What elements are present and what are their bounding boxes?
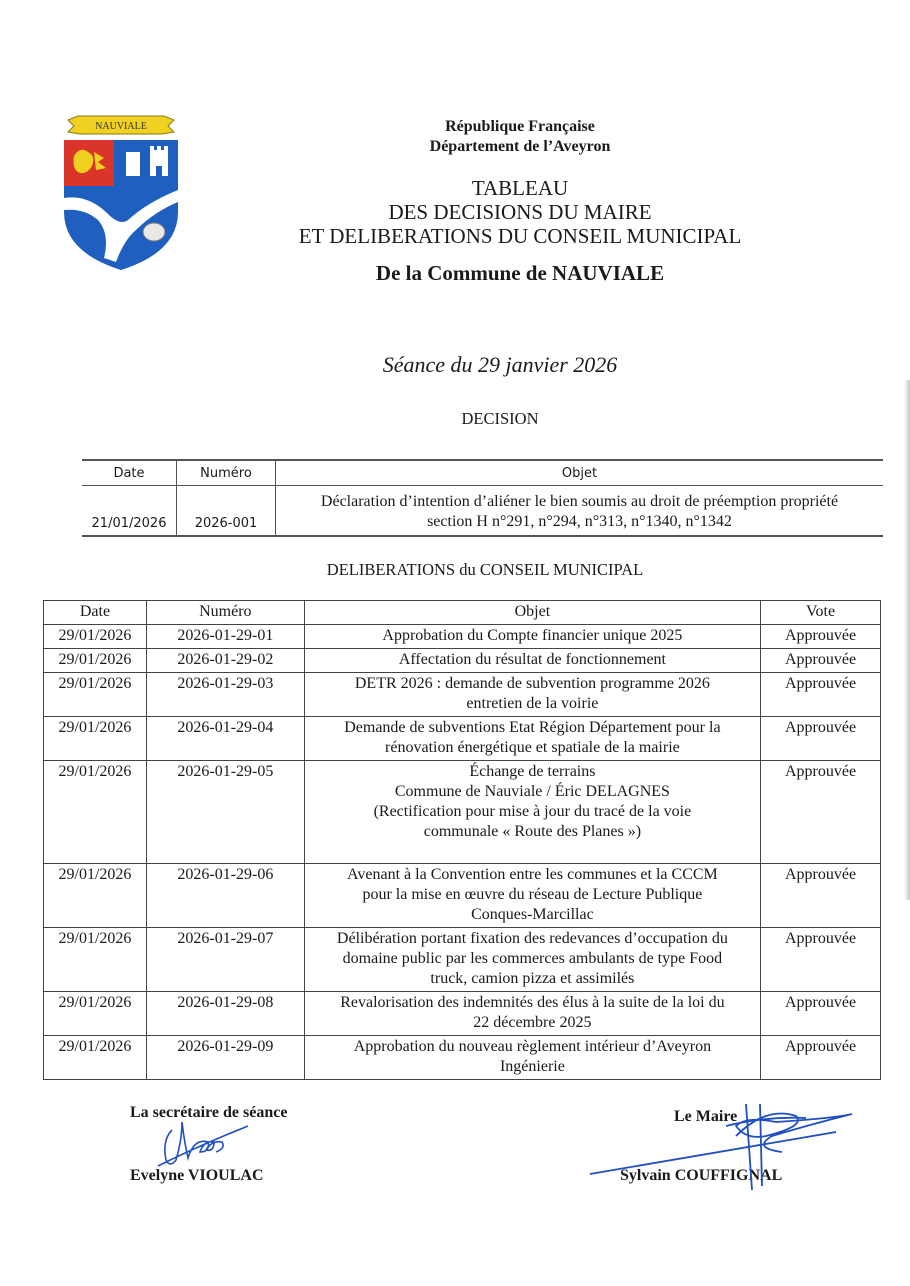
- objet-line: section H n°291, n°294, n°313, n°1340, n°1342: [427, 513, 732, 530]
- objet-line: truck, camion pizza et assimilés: [430, 970, 635, 987]
- row-vote-status: Approuvée: [761, 625, 881, 649]
- row-objet: [304, 717, 760, 761]
- mayor-label: Le Maire: [674, 1108, 738, 1125]
- table-header-row: [44, 601, 881, 625]
- table-row: [44, 992, 881, 1036]
- objet-line: Approbation du Compte financier unique 2025: [382, 627, 683, 644]
- objet-line: pour la mise en œuvre du réseau de Lecture Publique: [362, 886, 703, 903]
- row-date: 29/01/2026: [44, 864, 147, 928]
- header-authority: [240, 117, 800, 157]
- objet-line: domaine public par les commerces ambulants de type Food: [342, 950, 723, 967]
- deliberations-table: [43, 600, 881, 1080]
- row-date: 29/01/2026: [44, 992, 147, 1036]
- secretary-label: La secrétaire de séance: [130, 1104, 288, 1121]
- row-date: 29/01/2026: [44, 717, 147, 761]
- row-numero: 2026-01-29-04: [146, 717, 304, 761]
- row-numero: 2026-01-29-06: [146, 864, 304, 928]
- objet-line: Commune de Nauviale / Éric DELAGNES: [394, 783, 670, 800]
- objet-line: rénovation énergétique et spatiale de la mairie: [385, 739, 680, 756]
- row-date: 29/01/2026: [44, 625, 147, 649]
- table-row: [82, 486, 883, 537]
- table-row: [44, 761, 881, 864]
- scan-edge-shadow: [904, 380, 910, 900]
- column-header-date: Date: [82, 460, 177, 486]
- row-objet: [304, 864, 760, 928]
- table-row: [44, 673, 881, 717]
- objet-line: DETR 2026 : demande de subvention programme 2026: [354, 675, 710, 692]
- table-row: [44, 717, 881, 761]
- row-numero: 2026-01-29-05: [146, 761, 304, 864]
- republic-label: République Française: [445, 118, 595, 135]
- objet-line: communale « Route des Planes »): [423, 823, 642, 840]
- objet-line: Avenant à la Convention entre les communes et la CCCM: [347, 866, 718, 883]
- decision-table: [82, 459, 883, 537]
- objet-line: Approbation du nouveau règlement intérieur d’Aveyron: [353, 1038, 712, 1055]
- objet-line: Affectation du résultat de fonctionnement: [398, 651, 666, 668]
- objet-line: Échange de terrains: [469, 763, 596, 780]
- secretary-signature-icon: [150, 1108, 260, 1178]
- table-row: [44, 864, 881, 928]
- logo-banner-text: NAUVIALE: [95, 121, 147, 132]
- objet-line: 22 décembre 2025: [473, 1014, 592, 1031]
- secretary-name: Evelyne VIOULAC: [130, 1167, 264, 1184]
- objet-line: Délibération portant fixation des redevances d’occupation du: [336, 930, 728, 947]
- deliberations-body: [44, 625, 881, 1080]
- table-row: [44, 1036, 881, 1080]
- row-date: 29/01/2026: [44, 649, 147, 673]
- row-vote-status: Approuvée: [761, 1036, 881, 1080]
- objet-line: Ingénierie: [499, 1058, 565, 1075]
- row-numero: 2026-01-29-01: [146, 625, 304, 649]
- objet-line: Déclaration d’intention d’aliéner le bien soumis au droit de préemption propriété: [320, 493, 839, 510]
- row-objet: [304, 928, 760, 992]
- column-header-numero: Numéro: [177, 460, 276, 486]
- table-header-row: [82, 460, 883, 486]
- commune-title: De la Commune de NAUVIALE: [375, 261, 665, 285]
- row-objet: [304, 649, 760, 673]
- row-numero: 2026-01-29-02: [146, 649, 304, 673]
- row-date: 29/01/2026: [44, 673, 147, 717]
- row-numero: 2026-01-29-07: [146, 928, 304, 992]
- row-vote-status: Approuvée: [761, 673, 881, 717]
- title-line: DES DECISIONS DU MAIRE: [388, 200, 652, 224]
- decision-section-title: DECISION: [461, 409, 539, 428]
- row-date: 29/01/2026: [44, 1036, 147, 1080]
- column-header-objet: Objet: [304, 601, 760, 625]
- row-vote-status: Approuvée: [761, 864, 881, 928]
- mayor-name: Sylvain COUFFIGNAL: [620, 1167, 783, 1184]
- row-numero: 2026-01-29-03: [146, 673, 304, 717]
- row-vote-status: Approuvée: [761, 761, 881, 864]
- row-objet: [304, 761, 760, 864]
- row-objet: [304, 1036, 760, 1080]
- row-date: 29/01/2026: [44, 928, 147, 992]
- table-row: [44, 649, 881, 673]
- document-title: [240, 176, 800, 248]
- column-header-numero: Numéro: [146, 601, 304, 625]
- row-objet: [304, 673, 760, 717]
- table-row: [44, 928, 881, 992]
- objet-line: (Rectification pour mise à jour du tracé de la voie: [373, 803, 692, 820]
- row-vote-status: Approuvée: [761, 928, 881, 992]
- row-objet: [304, 992, 760, 1036]
- title-line: TABLEAU: [471, 176, 569, 200]
- row-vote-status: Approuvée: [761, 649, 881, 673]
- session-date: Séance du 29 janvier 2026: [382, 352, 618, 377]
- objet-line: Conques-Marcillac: [471, 906, 594, 923]
- deliberations-section-title: DELIBERATIONS du CONSEIL MUNICIPAL: [326, 560, 644, 579]
- objet-line: Demande de subventions Etat Région Département pour la: [344, 719, 721, 736]
- decision-objet: [276, 486, 884, 537]
- row-objet: [304, 625, 760, 649]
- objet-line: entretien de la voirie: [466, 695, 599, 712]
- decision-numero: 2026-001: [177, 486, 276, 537]
- column-header-objet: Objet: [276, 460, 884, 486]
- objet-line: Revalorisation des indemnités des élus à la suite de la loi du: [340, 994, 725, 1011]
- column-header-date: Date: [44, 601, 147, 625]
- title-line: ET DELIBERATIONS DU CONSEIL MUNICIPAL: [298, 224, 742, 248]
- row-numero: 2026-01-29-09: [146, 1036, 304, 1080]
- row-numero: 2026-01-29-08: [146, 992, 304, 1036]
- row-date: 29/01/2026: [44, 761, 147, 864]
- decision-date: 21/01/2026: [82, 486, 177, 537]
- department-label: Département de l’Aveyron: [429, 138, 611, 155]
- row-vote-status: Approuvée: [761, 717, 881, 761]
- mayor-signature-icon: [586, 1096, 856, 1192]
- column-header-vote: Vote: [761, 601, 881, 625]
- row-vote-status: Approuvée: [761, 992, 881, 1036]
- table-row: [44, 625, 881, 649]
- coat-of-arms-icon: [58, 112, 184, 272]
